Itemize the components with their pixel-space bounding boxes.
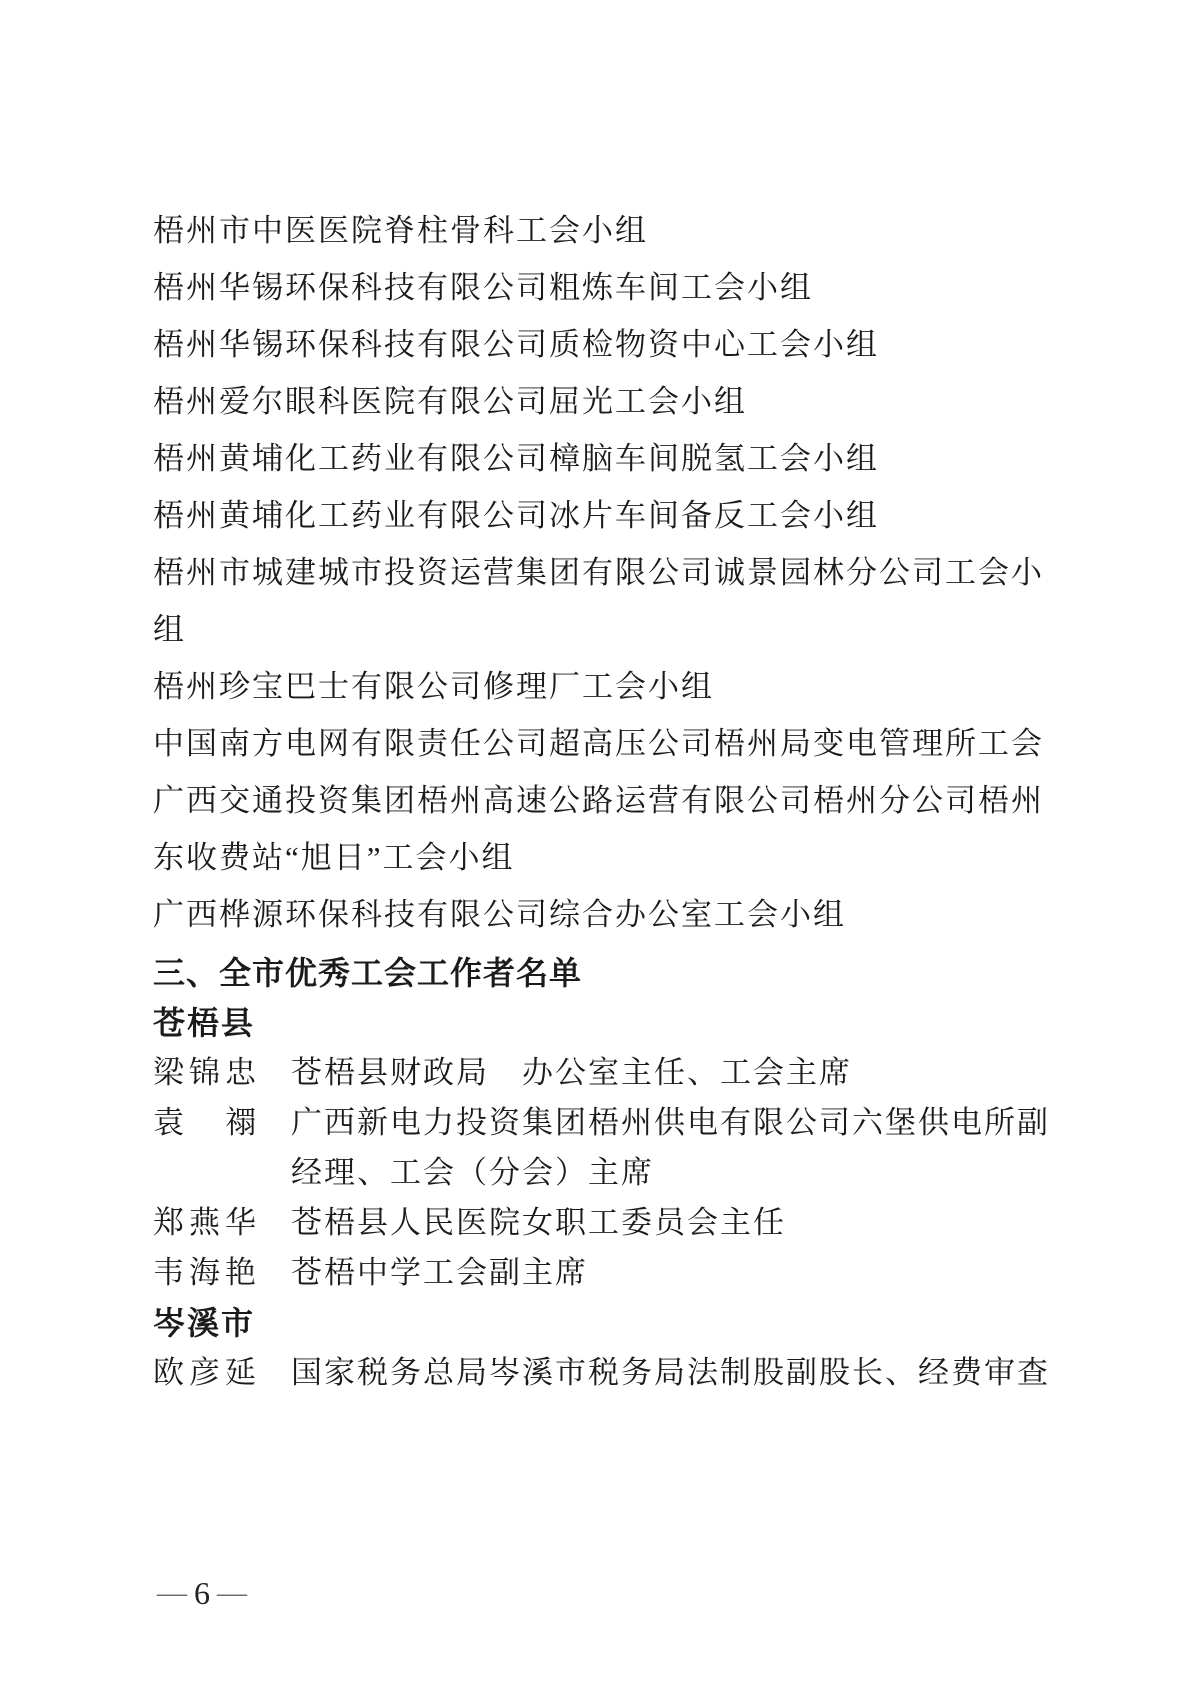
roster-entry [153, 1248, 1088, 1298]
page-number: 6 [194, 1574, 210, 1611]
desc-line: 苍梧县人民医院女职工委员会主任 [291, 1205, 786, 1240]
region-name: 苍梧县 [153, 1005, 256, 1041]
list-line: 梧州黄埔化工药业有限公司樟脑车间脱氢工会小组 [153, 441, 879, 476]
list-line: 梧州黄埔化工药业有限公司冰片车间备反工会小组 [153, 498, 879, 533]
roster-entry [153, 1098, 1088, 1198]
desc-line: 苍梧中学工会副主席 [291, 1255, 588, 1290]
list-line-continuation: 东收费站“旭日”工会小组 [153, 840, 515, 875]
list-line: 梧州华锡环保科技有限公司粗炼车间工会小组 [153, 270, 813, 305]
person-desc [291, 1098, 1071, 1198]
region-name: 岑溪市 [153, 1305, 256, 1341]
desc-line: 国家税务总局岑溪市税务局法制股副股长、经费审查 [291, 1355, 1050, 1390]
desc-line: 经理、工会（分会）主席 [291, 1155, 654, 1190]
person-name: 欧彦延 [153, 1355, 256, 1390]
person-desc [291, 1048, 1071, 1098]
list-line: 梧州爱尔眼科医院有限公司屈光工会小组 [153, 384, 747, 419]
person-desc [291, 1198, 1071, 1248]
desc-line: 苍梧县财政局 办公室主任、工会主席 [291, 1055, 852, 1090]
person-desc [291, 1348, 1071, 1398]
list-line: 梧州华锡环保科技有限公司质检物资中心工会小组 [153, 327, 879, 362]
roster [153, 998, 1088, 1398]
section-heading: 三、全市优秀工会工作者名单 [153, 955, 583, 991]
person-name: 梁锦忠 [153, 1055, 256, 1090]
list-line: 广西交通投资集团梧州高速公路运营有限公司梧州分公司梧州 [153, 783, 1044, 818]
person-name: 袁禤 [153, 1105, 256, 1140]
list-line-continuation: 组 [153, 612, 186, 647]
person-name: 郑燕华 [153, 1205, 256, 1240]
list-line: 梧州市中医医院脊柱骨科工会小组 [153, 213, 648, 248]
roster-entry [153, 1348, 1088, 1398]
list-line: 中国南方电网有限责任公司超高压公司梧州局变电管理所工会 [153, 726, 1044, 761]
list-line: 广西桦源环保科技有限公司综合办公室工会小组 [153, 897, 846, 932]
page-footer [157, 1569, 247, 1617]
footer-dash-right: — [217, 1576, 247, 1609]
person-name: 韦海艳 [153, 1255, 256, 1290]
list-line: 梧州珍宝巴士有限公司修理厂工会小组 [153, 669, 714, 704]
union-group-list [153, 202, 1088, 943]
person-desc [291, 1248, 1071, 1298]
roster-entry [153, 1048, 1088, 1098]
list-line: 梧州市城建城市投资运营集团有限公司诚景园林分公司工会小 [153, 555, 1044, 590]
footer-dash-left: — [157, 1576, 187, 1609]
desc-line: 广西新电力投资集团梧州供电有限公司六堡供电所副 [291, 1105, 1050, 1140]
roster-entry [153, 1198, 1088, 1248]
